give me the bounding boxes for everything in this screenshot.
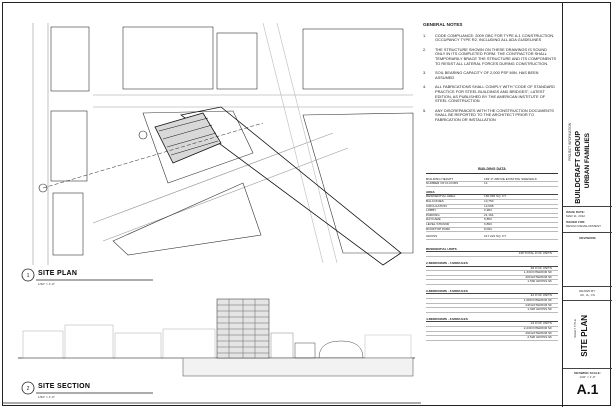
neighbor-elevation bbox=[23, 331, 63, 358]
table-row: NUMBER OF FLOORS 14 bbox=[426, 182, 558, 187]
site-section-scale: 1/64" = 1'-0" bbox=[38, 395, 55, 399]
note-item: 4. ALL FABRICATIONS SHALL COMPLY WITH "CODE OF STANDARD PRACTICE FOR STEEL BUILDINGS AND BRIDGES", LATEST EDITION, AS PUBLISHED BY THE AMERICAN INSTITUTE OF STEEL CONSTRUCTION bbox=[423, 84, 555, 104]
note-item: 3. SOIL BEARING CAPACITY OF 2,000 PSF MIN. HAS BEEN ASSUMED bbox=[423, 70, 539, 80]
drawing-sheet bbox=[2, 2, 611, 406]
table-row: RESIDENTIAL AREA 150,965 SQ. FT. bbox=[426, 195, 558, 200]
neighbor-block bbox=[303, 113, 413, 253]
project-site-footprint bbox=[155, 113, 221, 163]
general-notes bbox=[423, 23, 558, 128]
table-row: 1,330 INTERIOR SF bbox=[426, 271, 558, 276]
units-heading: RESIDENTIAL UNITS bbox=[426, 248, 558, 253]
arch-roof bbox=[319, 341, 363, 358]
revisions-cell bbox=[563, 233, 612, 287]
issued-for: DESIGN DEVELOPMENT bbox=[566, 224, 602, 228]
table-row: LOBBY 2,984 bbox=[426, 209, 558, 214]
unit-group-heading: 4-BEDROOMS - 8 MODULES bbox=[426, 318, 558, 323]
unit-group-heading: 3-BEDROOMS - 6 MODULES bbox=[426, 290, 558, 295]
table-row: 138 TOTAL # OF UNITS bbox=[426, 252, 558, 257]
table-row: 290 EXTERIOR SF bbox=[426, 332, 558, 337]
issue-date: MAR 11, 2012 bbox=[566, 214, 585, 218]
table-row: 240 EXTERIOR SF bbox=[426, 304, 558, 309]
sheet-number: A.1 bbox=[576, 381, 599, 397]
note-item: 2. THE STRUCTURE SHOWN ON THESE DRAWINGS IS SOUND ONLY IN ITS COMPLETED FORM. THE CONTRACTOR SHALL TEMPORARILY BRACE THE STRUCTURE AND ITS COMPONENTS TO RESIST ALL LATERAL FORCES DURING CONSTRUCTION. bbox=[423, 46, 557, 66]
neighbor-block bbox=[303, 29, 403, 89]
note-item: 5. ANY DISCREPANCIES WITH THE CONSTRUCTION DOCUMENTS SHALL BE REPORTED TO THE ARCHITECT PRIOR TO FABRICATION OR INSTALLATION bbox=[423, 107, 554, 122]
table-row: GROSS 217,222 SQ. FT. bbox=[426, 235, 558, 240]
firm-name: BUILDCRAFT GROUP bbox=[575, 131, 582, 204]
revisions-heading: REVISIONS bbox=[579, 236, 596, 240]
project-name: URBAN FAMILIES bbox=[584, 133, 591, 189]
building-data-table bbox=[426, 168, 558, 341]
site-plan-scale: 1/32" = 1'-0" bbox=[38, 282, 55, 286]
sheet-title: SITE PLAN bbox=[580, 315, 589, 357]
table-row: 1,920 GROSS SF bbox=[426, 308, 558, 313]
general-notes-heading: GENERAL NOTES bbox=[423, 22, 463, 27]
drawing-area bbox=[3, 3, 421, 407]
section-cut-line bbox=[43, 123, 263, 188]
street-edge bbox=[103, 148, 348, 241]
table-row: PARKING 21,164 bbox=[426, 214, 558, 219]
neighbor-block bbox=[51, 111, 87, 181]
neighbor-elevation bbox=[365, 335, 411, 358]
site-plan-drawing bbox=[33, 23, 413, 265]
table-row: BALCONIES 10,750 bbox=[426, 200, 558, 205]
neighbor-elevation bbox=[163, 329, 215, 358]
issue-date-label: ISSUE DATE: bbox=[566, 210, 585, 214]
project-info-label: PROJECT INFORMATION bbox=[568, 123, 572, 161]
north-arrow bbox=[139, 131, 147, 139]
note-item: 1. CODE COMPLIANCE: 2009 OBC FOR TYPE A-1 CONSTRUCTION, OCCUPANCY TYPE R2, INCLUDING ALL ADA GUIDELINES bbox=[423, 32, 555, 43]
neighbor-block bbox=[217, 33, 257, 89]
issue-cell bbox=[563, 207, 612, 233]
project-info-cell bbox=[563, 3, 612, 207]
table-row: BUILDING HEIGHT 169'-0" ABOVE EXISTING SIDEWALK bbox=[426, 178, 558, 183]
table-row: 1,530 GROSS SF bbox=[426, 280, 558, 285]
title-block bbox=[562, 3, 612, 407]
table-row: 200 EXTERIOR SF bbox=[426, 276, 558, 281]
table-row: 2,520 GROSS SF bbox=[426, 336, 558, 341]
drawn-by-label: DRAWN BY: bbox=[579, 289, 596, 293]
table-row: 2,230 INTERIOR SF bbox=[426, 327, 558, 332]
area-heading: AREA bbox=[426, 191, 558, 196]
unit-group-heading: 2-BEDROOMS - 4 MODULES bbox=[426, 262, 558, 267]
site-section-label: SITE SECTION bbox=[38, 383, 91, 390]
site-section-drawing bbox=[18, 299, 415, 376]
site-section-marker-number: 2 bbox=[26, 386, 30, 392]
building-data-title: BUILDING DATA bbox=[426, 168, 558, 174]
site-plan-marker-number: 1 bbox=[26, 273, 30, 279]
neighbor-elevation bbox=[271, 333, 293, 358]
table-row: ROOFTOP PARK 8,094 bbox=[426, 228, 558, 233]
table-row: CIRCULATION 12,508 bbox=[426, 205, 558, 210]
street-edge bbox=[277, 23, 337, 263]
table-row: 42 # OF UNITS bbox=[426, 294, 558, 299]
drawn-by-cell bbox=[563, 287, 612, 301]
sheet-title-cell bbox=[563, 301, 612, 369]
site-plan-label: SITE PLAN bbox=[38, 270, 78, 277]
drawn-by: AK, JL, CS bbox=[580, 293, 595, 297]
neighbor-block bbox=[51, 27, 89, 91]
table-row: LEVEL STRAND 6,893 bbox=[426, 223, 558, 228]
drawing-scale: 1/32" = 1'-0" bbox=[579, 375, 596, 379]
sheet-number-cell bbox=[563, 369, 612, 407]
ground-fill bbox=[183, 358, 413, 376]
table-row: DAYCARE 6,854 bbox=[426, 218, 558, 223]
street-edge bbox=[263, 23, 323, 263]
neighbor-block bbox=[53, 193, 83, 255]
neighbor-block bbox=[123, 27, 213, 89]
neighbor-elevation bbox=[295, 343, 315, 358]
issued-for-label: ISSUED FOR: bbox=[566, 220, 586, 224]
neighbor-elevation bbox=[115, 333, 161, 358]
neighbor-block bbox=[113, 183, 261, 255]
neighbor-elevation bbox=[65, 325, 113, 358]
table-row: 48 # OF UNITS bbox=[426, 267, 558, 272]
sheet-title-label: SHEET TITLE bbox=[573, 319, 577, 338]
table-row: 1,680 INTERIOR SF bbox=[426, 299, 558, 304]
drawing-scale-label: DRAWING SCALE: bbox=[574, 371, 601, 375]
table-row: 24 # OF UNITS bbox=[426, 322, 558, 327]
